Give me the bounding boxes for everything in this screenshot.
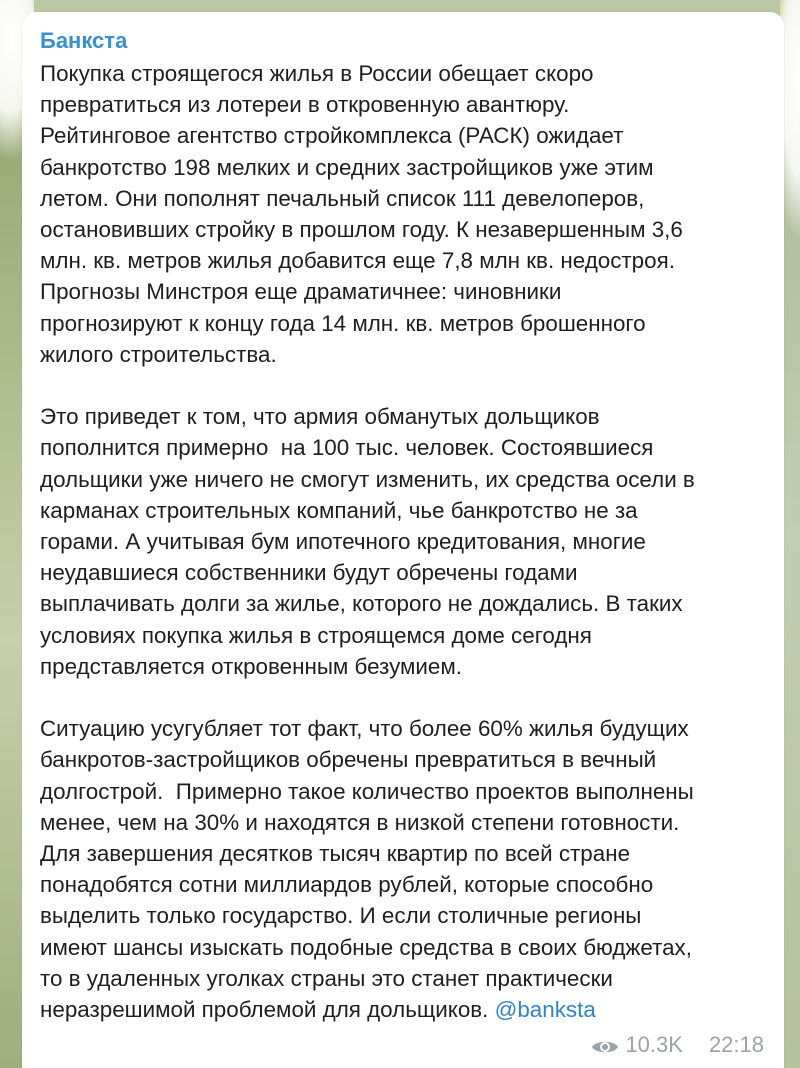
mention-link[interactable]: @banksta bbox=[494, 997, 596, 1023]
message-time: 22:18 bbox=[708, 1032, 764, 1057]
eye-icon bbox=[591, 1036, 619, 1054]
message-bubble bbox=[22, 12, 784, 1068]
message-text bbox=[40, 58, 766, 1025]
message-paragraph-1: Покупка строящегося жилья в России обещает скоро превратиться из лотереи в откровенную авантюру. Рейтинговое агентство стройкомплекса (РАСК) ожидает банкротство 198 мелких и средних застройщиков уже этим летом. Они пополнят печальный список 111 девелоперов, остановивших стройку в прошлом году. К незавершенным 3,6 млн. кв. метров жилья добавится еще 7,8 млн кв. недостроя. Прогнозы Минстроя еще драматичнее: чиновники прогнозируют к концу года 14 млн. кв. метров брошенного жилого строительства. bbox=[40, 61, 683, 367]
message-paragraph-2: Это приведет к том, что армия обманутых дольщиков пополнится примерно на 100 тыс. человек. Состоявшиеся дольщики уже ничего не смогут изменить, их средства осели в карманах строительных компаний, чье банкротство не за горами. А учитывая бум ипотечного кредитования, многие неудавшиеся собственники будут обречены годами выплачивать долги за жилье, которого не дождались. В таких условиях покупка жилья в строящемся доме сегодня представляется откровенным безумием. bbox=[40, 404, 695, 679]
message-paragraph-3-text: Ситуацию усугубляет тот факт, что более 60% жилья будущих банкротов-застройщиков обречены превратиться в вечный долгострой. Примерно такое количество проектов выполнены менее, чем на 30% и находятся в низкой степени готовности. Для завершения десятков тысяч квартир по всей стране понадобятся сотни миллиардов рублей, которые способно выделить только государство. И если столичные регионы имеют шансы изыскать подобные средства в своих бюджетах, то в удаленных уголках страны это станет практически неразрешимой проблемой для дольщиков. bbox=[40, 716, 694, 1023]
view-count: 10.3K bbox=[625, 1032, 683, 1057]
message-meta bbox=[591, 1032, 764, 1058]
channel-name[interactable]: Банкста bbox=[40, 28, 128, 53]
message-paragraph-3 bbox=[40, 713, 766, 1025]
